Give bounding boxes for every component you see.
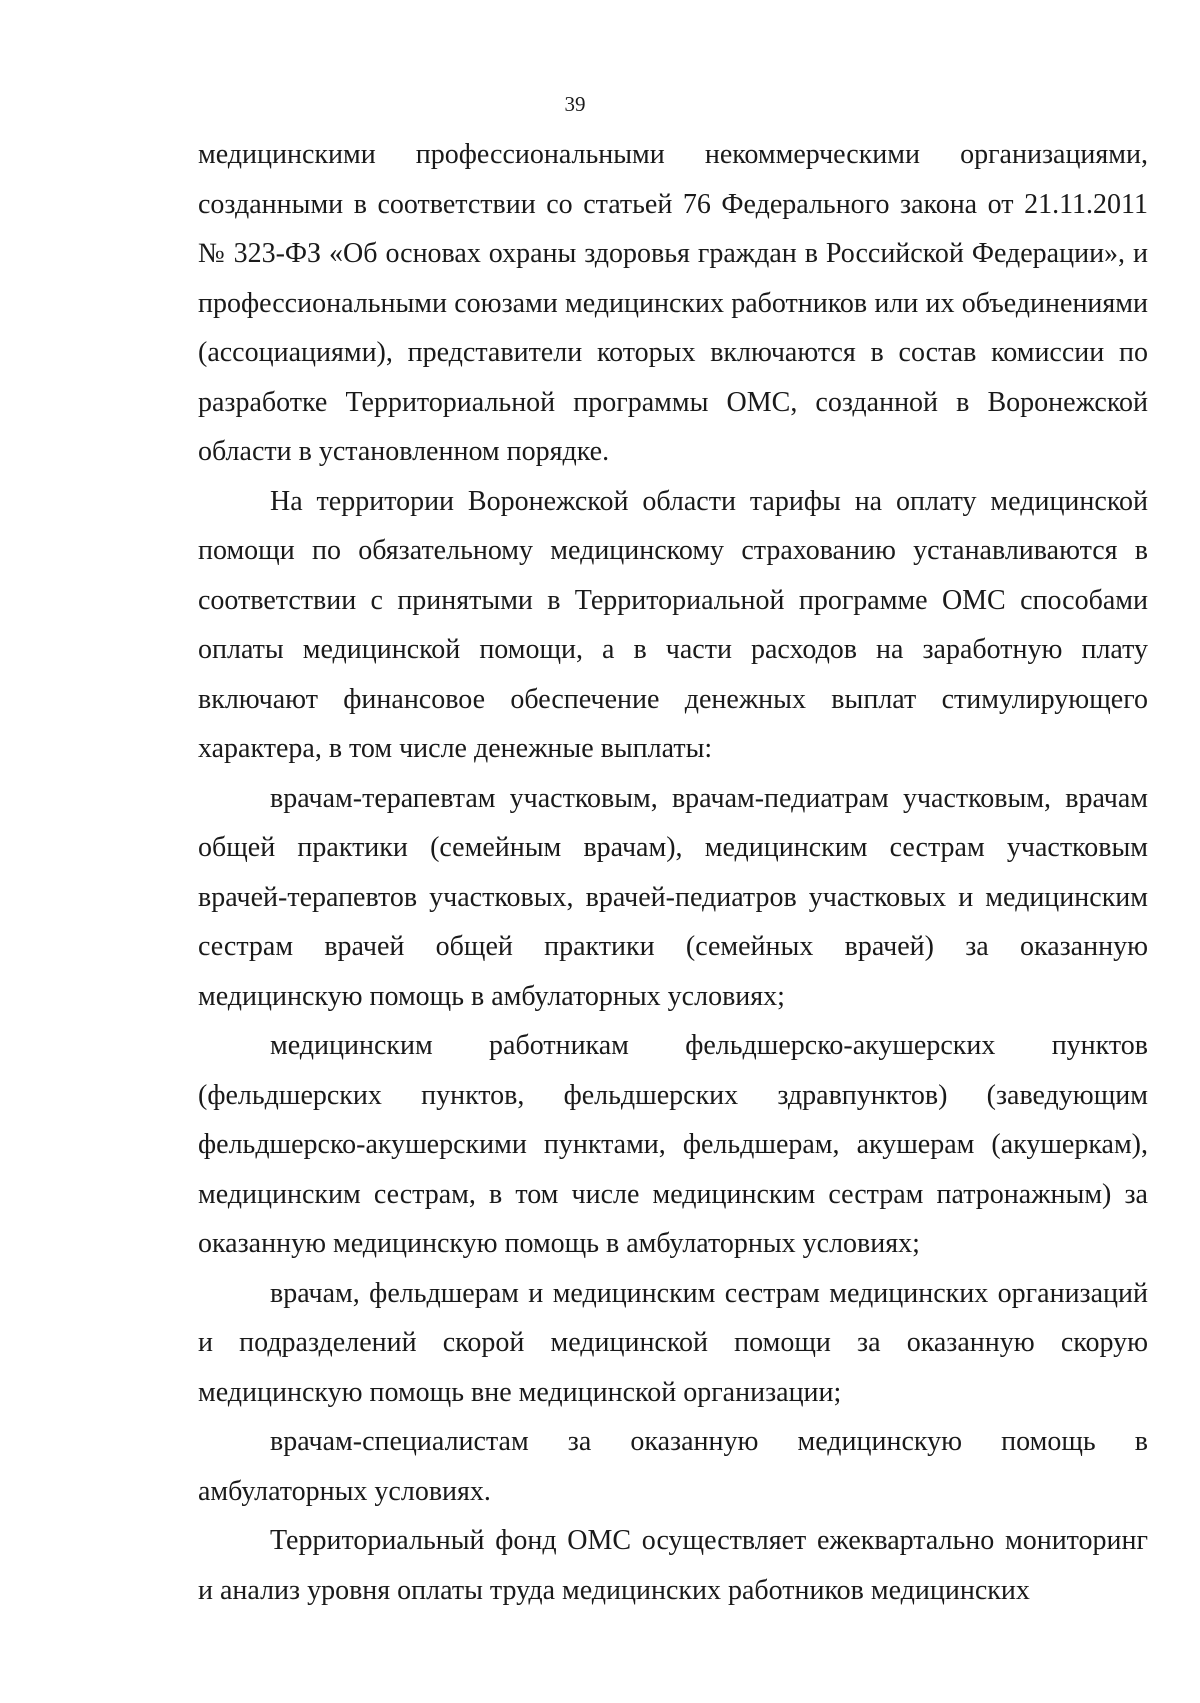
paragraph-tariffs: На территории Воронежской области тарифы на оплату медицинской помощи по обязательному медицинскому страхованию устанавливаются в соответствии с принятыми в Территориальной программе ОМС способами оплаты медицинской помощи, а в части расходов на заработную плату включают финансовое обеспечение денежных выплат стимулирующего характера, в том числе денежные выплаты: xyxy=(198,485,1148,764)
document-body xyxy=(198,130,1148,1615)
paragraph-monitoring: Территориальный фонд ОМС осуществляет ежеквартально мониторинг и анализ уровня оплаты труда медицинских работников медицинских xyxy=(198,1525,1148,1606)
list-item-feldsher-posts: медицинским работникам фельдшерско-акушерских пунктов (фельдшерских пунктов, фельдшерских здравпунктов) (заведующим фельдшерско-акушерскими пунктами, фельдшерам, акушерам (акушеркам), медицинским сестрам, в том числе медицинским сестрам патронажным) за оказанную медицинскую помощь в амбулаторных условиях; xyxy=(198,1030,1148,1259)
list-item-specialists: врачам-специалистам за оказанную медицинскую помощь в амбулаторных условиях. xyxy=(198,1426,1148,1507)
list-item-district-doctors: врачам-терапевтам участковым, врачам-педиатрам участковым, врачам общей практики (семейным врачам), медицинским сестрам участковым врачей-терапевтов участковых, врачей-педиатров участковых и медицинским сестрам врачей общей практики (семейных врачей) за оказанную медицинскую помощь в амбулаторных условиях; xyxy=(198,782,1148,1012)
paragraph-continuation: медицинскими профессиональными некоммерческими организациями, созданными в соответствии со статьей 76 Федерального закона от 21.11.2011 № 323-ФЗ «Об основах охраны здоровья граждан в Российской Федерации», и профессиональными союзами медицинских работников или их объединениями (ассоциациями), представители которых включаются в состав комиссии по разработке Территориальной программы ОМС, созданной в Воронежской области в установленном порядке. xyxy=(198,139,1148,467)
page-number: 39 xyxy=(564,92,586,116)
list-item-ambulance: врачам, фельдшерам и медицинским сестрам медицинских организаций и подразделений скорой медицинской помощи за оказанную скорую медицинскую помощь вне медицинской организации; xyxy=(198,1277,1148,1408)
